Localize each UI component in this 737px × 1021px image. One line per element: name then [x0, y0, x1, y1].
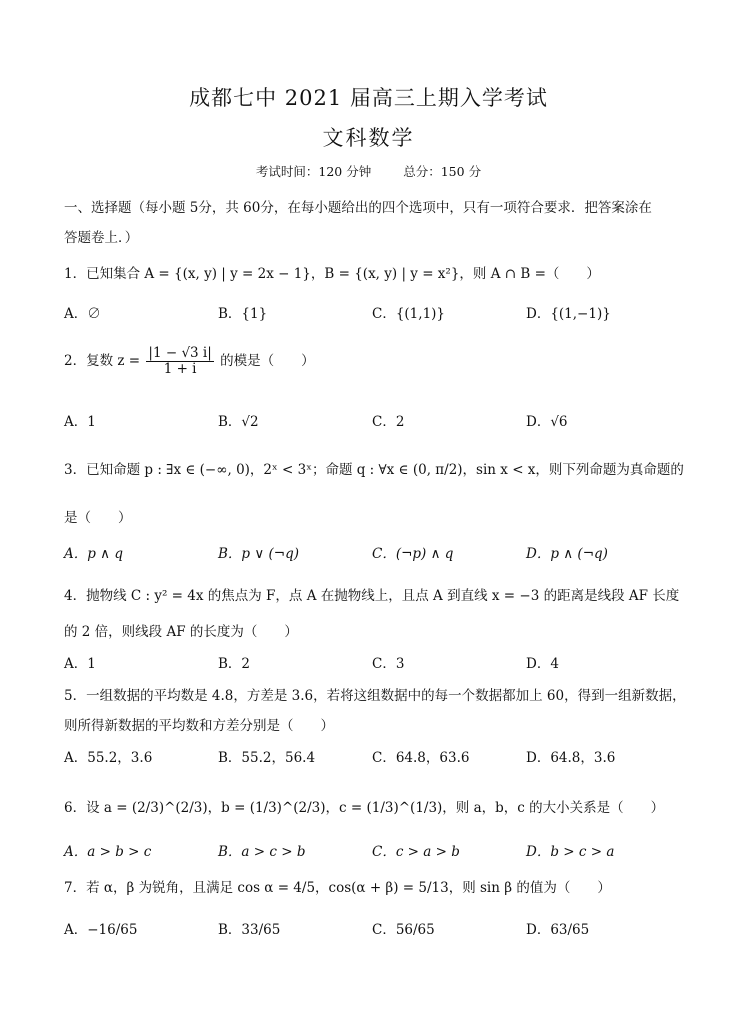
option-c[interactable]: C．3 [372, 656, 405, 672]
option-d[interactable]: D．{(1,−1)} [526, 306, 611, 322]
exam-title: 成都七中 2021 届高三上期入学考试 [189, 86, 548, 110]
option-d[interactable]: D．4 [526, 656, 559, 672]
question-3-text-line2: 是（ ） [64, 510, 132, 526]
exam-time: 考试时间：120 分钟 [255, 164, 372, 179]
option-d[interactable]: D．√6 [526, 414, 568, 430]
question-2-prefix: 2．复数 z = [64, 352, 141, 369]
section-intro-line1: 一、选择题（每小题 5分，共 60分，在每小题给出的四个选项中，只有一项符合要求．把答案涂在 [64, 200, 652, 216]
option-a[interactable]: A．a > b > c [64, 844, 152, 860]
question-1-text: 1．已知集合 A = {(x, y) | y = 2x − 1}，B = {(x, y) | y = x²}，则 A ∩ B =（ ） [64, 266, 600, 282]
question-3-text-line1: 3．已知命题 p : ∃x ∈ (−∞, 0)，2ˣ < 3ˣ；命题 q : ∀x ∈ (0, π/2)，sin x < x，则下列命题为真命题的 [64, 462, 684, 478]
section-intro-line2: 答题卷上．） [64, 230, 139, 246]
question-4-text-line2: 的 2 倍，则线段 AF 的长度为（ ） [64, 624, 298, 640]
option-b[interactable]: B．{1} [218, 306, 268, 322]
option-a[interactable]: A．1 [64, 414, 96, 430]
option-c[interactable]: C．(¬p) ∧ q [372, 546, 454, 562]
option-d[interactable]: D．63/65 [526, 922, 590, 938]
question-2-suffix: 的模是（ ） [220, 352, 315, 369]
total-score: 总分：150 分 [403, 164, 482, 179]
exam-subtitle: 文科数学 [322, 126, 415, 150]
question-7-text: 7．若 α，β 为锐角，且满足 cos α = 4/5，cos(α + β) = 5/13，则 sin β 的值为（ ） [64, 880, 611, 896]
option-d[interactable]: D．p ∧ (¬q) [526, 546, 608, 562]
option-a[interactable]: A．∅ [64, 306, 101, 322]
option-a[interactable]: A．−16/65 [64, 922, 138, 938]
question-2-text [64, 346, 315, 377]
option-d[interactable]: D．64.8，3.6 [526, 750, 616, 766]
question-4-text-line1: 4．抛物线 C : y² = 4x 的焦点为 F，点 A 在抛物线上，且点 A 到直线 x = −3 的距离是线段 AF 长度 [64, 588, 680, 604]
option-b[interactable]: B．a > c > b [218, 844, 306, 860]
option-a[interactable]: A．55.2，3.6 [64, 750, 153, 766]
option-a[interactable]: A．1 [64, 656, 96, 672]
fraction-denominator: 1 + i [163, 360, 197, 377]
option-d[interactable]: D．b > c > a [526, 844, 615, 860]
option-a[interactable]: A．p ∧ q [64, 546, 123, 562]
question-6-text: 6．设 a = (2/3)^(2/3)，b = (1/3)^(2/3)，c = (1/3)^(1/3)，则 a，b，c 的大小关系是（ ） [64, 800, 665, 816]
option-c[interactable]: C．{(1,1)} [372, 306, 446, 322]
question-5-text-line2: 则所得新数据的平均数和方差分别是（ ） [64, 718, 334, 734]
exam-meta [0, 162, 737, 180]
option-c[interactable]: C．56/65 [372, 922, 435, 938]
question-5-text-line1: 5．一组数据的平均数是 4.8，方差是 3.6，若将这组数据中的每一个数据都加上 60，得到一组新数据， [64, 688, 686, 704]
option-c[interactable]: C．c > a > b [372, 844, 460, 860]
option-b[interactable]: B．p ∨ (¬q) [218, 546, 300, 562]
option-b[interactable]: B．√2 [218, 414, 259, 430]
option-b[interactable]: B．33/65 [218, 922, 281, 938]
option-b[interactable]: B．55.2，56.4 [218, 750, 316, 766]
question-2-fraction [146, 346, 213, 377]
option-c[interactable]: C．64.8，63.6 [372, 750, 470, 766]
fraction-numerator: |1 − √3 i| [148, 345, 212, 361]
option-c[interactable]: C．2 [372, 414, 405, 430]
option-b[interactable]: B．2 [218, 656, 251, 672]
